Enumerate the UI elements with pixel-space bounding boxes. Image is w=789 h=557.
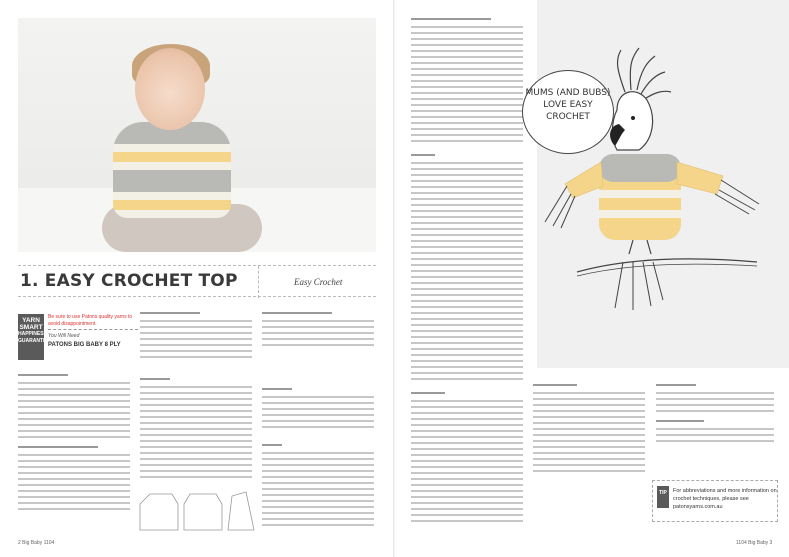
make-up-text: [656, 392, 774, 414]
badge-line-1: YARN: [22, 317, 40, 324]
tension-text: [140, 386, 252, 480]
pattern-title-bar: [18, 265, 376, 297]
shape-raglan-heading: [411, 18, 491, 22]
baby-photo: [18, 18, 376, 252]
button-band-text: [656, 428, 774, 444]
garment-diagram: [138, 490, 256, 532]
badge-line-3: HAPPINESS GUARANTEE: [18, 331, 50, 344]
stripe-text: [262, 396, 374, 430]
crochet-top-photo: [113, 122, 231, 218]
yarn-divider: [48, 329, 138, 330]
abbreviations-heading: [262, 312, 332, 316]
tip-badge: TIP: [657, 486, 669, 508]
front-text: [411, 162, 523, 382]
baby-head: [135, 48, 205, 130]
left-folio: 2 Big Baby 1104: [18, 540, 55, 546]
abbreviations-text: [262, 320, 374, 350]
back-heading: [262, 444, 282, 448]
pattern-title: 1. EASY CROCHET TOP: [20, 271, 238, 291]
tension-heading: [140, 378, 170, 382]
yarn-smart-box: [18, 312, 136, 364]
tip-text: For abbreviations and more information on crochet techniques, please see patonsyarns.com.au: [673, 488, 777, 510]
badge-line-2: SMART: [19, 324, 43, 331]
materials-list: [18, 454, 130, 510]
materials-heading: [18, 446, 98, 450]
back-text: [262, 452, 374, 528]
right-folio: 1104 Big Baby 3: [736, 540, 773, 546]
sleeves-text: [411, 400, 523, 526]
hook-list: [140, 320, 252, 360]
shape-sleeve-heading: [533, 384, 577, 388]
raglan-text: [411, 26, 523, 146]
you-will-need-label: You Will Need: [48, 333, 80, 339]
cockatoo-illustration: [537, 0, 789, 368]
page-fold: [393, 0, 395, 557]
shape-sleeve-text: [533, 392, 645, 476]
yarn-smart-badge: [18, 314, 50, 360]
make-up-heading: [656, 384, 696, 388]
sleeves-heading: [411, 392, 445, 396]
skill-level: Easy Crochet: [294, 277, 343, 287]
title-divider: [258, 266, 259, 298]
yarn-notice: Be sure to use Patons quality yarns to avoid disappointment.: [48, 314, 133, 327]
yarn-name: PATONS BIG BABY 8 PLY: [48, 342, 121, 348]
measurements-heading: [18, 374, 68, 378]
hook-heading: [140, 312, 200, 316]
front-heading: [411, 154, 435, 158]
tip-box: [652, 480, 778, 522]
stripe-heading: [262, 388, 292, 392]
measurements-table: [18, 382, 130, 442]
speech-bubble-text: MUMS (AND BUBS) LOVE EASY CROCHET: [525, 88, 611, 122]
button-band-heading: [656, 420, 704, 424]
